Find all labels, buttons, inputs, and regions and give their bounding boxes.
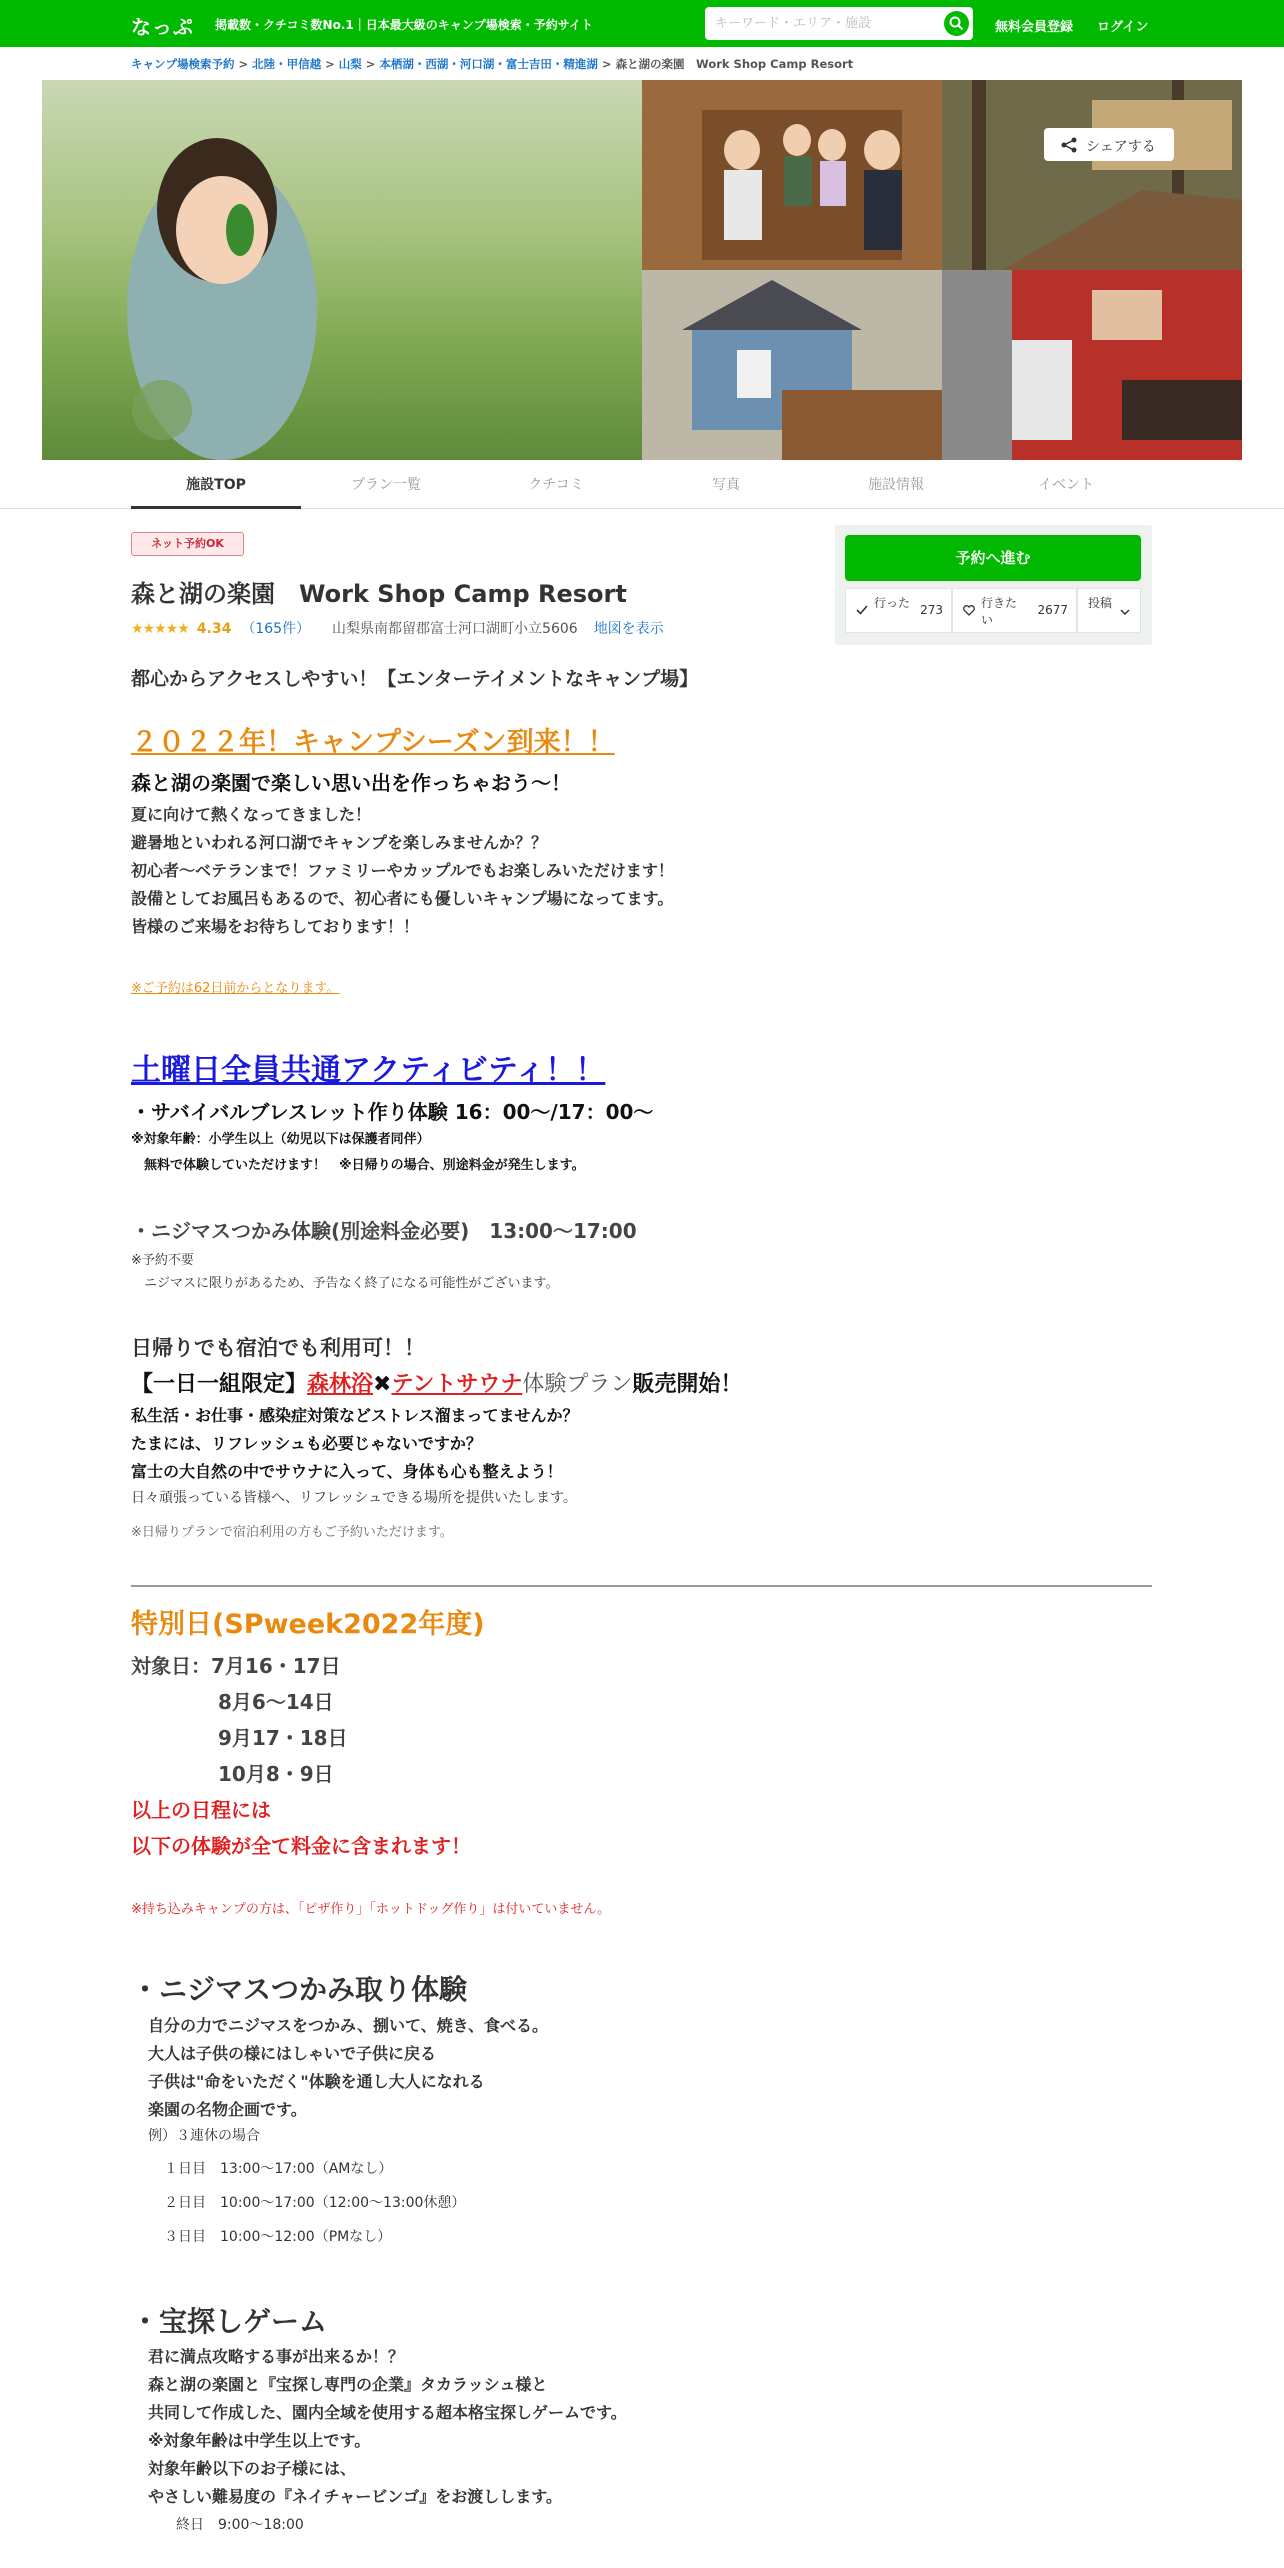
target-date: 9月17・18日	[218, 1726, 348, 1750]
search-input[interactable]	[715, 13, 935, 34]
tab-facility-info[interactable]: 施設情報	[868, 477, 924, 493]
review-count-link[interactable]: （165件）	[241, 621, 311, 637]
rating-row	[131, 618, 664, 638]
facility-tabs	[0, 461, 1284, 509]
book-button[interactable]: 予約へ進む	[845, 535, 1141, 581]
facility-address: 山梨県南都留郡富士河口湖町小立5606	[332, 621, 578, 637]
trout-line: 楽園の名物企画です。	[148, 2100, 307, 2119]
tab-facility-top[interactable]: 施設TOP	[131, 461, 301, 509]
share-button[interactable]	[1044, 128, 1174, 161]
trout-line: 自分の力でニジマスをつかみ、捌いて、焼き、食べる。	[148, 2016, 549, 2035]
photo-illustration	[942, 80, 1242, 270]
chevron-down-icon	[1120, 609, 1130, 615]
dayuse-note: ※日帰りプランで宿泊利用の方もご予約いただけます。	[131, 1525, 453, 1540]
breadcrumb-item[interactable]: キャンプ場検索予約	[131, 57, 235, 71]
example-label: 例）３連休の場合	[148, 2128, 260, 2144]
schedule-line: １日目 13:00～17:00（AMなし）	[164, 2161, 393, 2177]
photo-illustration	[42, 80, 642, 460]
breadcrumb: キャンプ場検索予約 > 北陸・甲信越 > 山梨 > 本栖湖・西湖・河口湖・富士吉田・精進湖 > 森と湖の楽園 Work Shop Camp Resort	[131, 57, 854, 71]
main-photo-girl-with-leaf[interactable]	[42, 80, 642, 460]
bring-note: ※持ち込みキャンプの方は、「ピザ作り」「ホットドッグ作り」は付いていません。	[131, 1902, 611, 1917]
activity2-title: ・ニジマスつかみ体験(別途料金必要) 13:00～17:00	[131, 1219, 637, 1243]
treasure-line: 共同して作成した、園内全域を使用する超本格宝探しゲームです。	[148, 2403, 627, 2422]
photo-illustration	[642, 80, 942, 270]
map-link[interactable]: 地図を表示	[593, 621, 664, 637]
trout-heading: ・ニジマスつかみ取り体験	[131, 1973, 468, 2006]
heart-icon	[963, 605, 975, 616]
activity1-note: 無料で体験していただけます！ ※日帰りの場合、別途料金が発生します。	[131, 1158, 585, 1173]
rating-score: 4.34	[196, 621, 232, 637]
photo-family-cabin[interactable]	[642, 80, 942, 270]
want-button[interactable]: 行きたい 2677	[952, 588, 1077, 633]
treasure-line: 森と湖の楽園と『宝探し専門の企業』タカラッシュ様と	[148, 2375, 548, 2394]
treasure-time: 終日 9:00～18:00	[176, 2517, 304, 2533]
photo-forest-deck[interactable]	[942, 80, 1242, 270]
site-header	[0, 0, 1284, 47]
breadcrumb-item[interactable]: 北陸・甲信越	[252, 57, 322, 71]
activity-heading: 土曜日全員共通アクティビティ！！	[131, 1053, 606, 1088]
tab-events[interactable]: イベント	[1038, 477, 1094, 493]
photo-blue-cabin[interactable]	[642, 270, 942, 460]
want-count: 2677	[1037, 603, 1068, 617]
activity1-note: ※対象年齢：小学生以上（幼児以下は保護者同伴）	[131, 1132, 430, 1147]
went-button[interactable]: 行った 273	[845, 588, 952, 633]
trout-line: 子供は"命をいただく"体験を通し大人になれる	[148, 2072, 485, 2091]
treasure-line: 君に満点攻略する事が出来るか！？	[148, 2347, 405, 2366]
login-link[interactable]: ログイン	[1097, 20, 1149, 35]
dayuse-line: 日帰りでも宿泊でも利用可！！	[131, 1336, 425, 1360]
stress-line: 富士の大自然の中でサウナに入って、身体も心も整えよう！	[131, 1462, 563, 1481]
rating-stars: ★★★★★	[131, 621, 189, 637]
season-heading: ２０２２年！キャンプシーズン到来！！	[131, 727, 615, 758]
intro-line: 避暑地といわれる河口湖でキャンプを楽しみませんか？？	[131, 833, 548, 852]
target-date: 10月8・9日	[218, 1762, 334, 1786]
went-count: 273	[920, 603, 943, 617]
site-tagline: 掲載数・クチコミ数No.1｜日本最大級のキャンプ場検索・予約サイト	[215, 18, 593, 32]
photo-cabin-interior[interactable]	[942, 270, 1242, 460]
target-date: 8月6～14日	[218, 1690, 334, 1714]
photo-illustration	[642, 270, 942, 460]
target-dates: 対象日：7月16・17日	[131, 1654, 341, 1678]
register-link[interactable]: 無料会員登録	[995, 20, 1074, 35]
tab-plans[interactable]: プラン一覧	[351, 477, 421, 493]
breadcrumb-item[interactable]: 本栖湖・西湖・河口湖・富士吉田・精進湖	[379, 57, 598, 71]
divider	[131, 1585, 1152, 1587]
catch-copy: 都心からアクセスしやすい！【エンターテイメントなキャンプ場】	[131, 668, 699, 690]
schedule-line: ３日目 10:00～12:00（PMなし）	[164, 2229, 392, 2245]
sauna-plan-line: 【一日一組限定】森林浴✖テントサウナ体験プラン販売開始！	[131, 1372, 743, 1397]
share-icon	[1060, 137, 1078, 153]
search-button[interactable]	[944, 11, 969, 36]
check-icon	[856, 605, 868, 615]
intro-line: 皆様のご来場をお待ちしております！！	[131, 917, 420, 936]
search-box	[705, 7, 973, 40]
reservation-note: ※ご予約は62日前からとなります。	[131, 981, 340, 996]
intro-line: 初心者～ベテランまで！ファミリーやカップルでもお楽しみいただけます！	[131, 861, 674, 880]
treasure-line: やさしい難易度の『ネイチャービンゴ』をお渡しします。	[148, 2487, 562, 2506]
schedule-line: ２日目 10:00～17:00（12:00～13:00休憩）	[164, 2195, 466, 2211]
booking-sidebar	[835, 525, 1152, 645]
site-logo[interactable]: なっぷ	[131, 15, 194, 39]
included-line: 以下の体験が全て料金に含まれます！	[131, 1834, 471, 1858]
special-heading: 特別日(SPweek2022年度)	[131, 1609, 485, 1640]
treasure-heading: ・宝探しゲーム	[131, 2305, 328, 2338]
net-booking-badge: ネット予約OK	[131, 532, 244, 556]
trout-line: 大人は子供の様にはしゃいで子供に戻る	[148, 2044, 437, 2063]
search-icon	[949, 16, 964, 31]
activity1-title: ・サバイバルブレスレット作り体験 16：00～/17：00～	[131, 1100, 654, 1124]
activity2-note: ※予約不要	[131, 1253, 194, 1268]
share-label: シェアする	[1086, 139, 1156, 155]
breadcrumb-current: 森と湖の楽園 Work Shop Camp Resort	[615, 57, 854, 71]
treasure-line: ※対象年齢は中学生以上です。	[148, 2431, 371, 2450]
breadcrumb-item[interactable]: 山梨	[338, 57, 362, 71]
treasure-line: 対象年齢以下のお子様には、	[148, 2459, 357, 2478]
stress-line: 私生活・お仕事・感染症対策などストレス溜まってませんか？	[131, 1406, 579, 1425]
subheading: 森と湖の楽園で楽しい思い出を作っちゃおう～！	[131, 771, 571, 795]
photo-illustration	[942, 270, 1242, 460]
stress-small: 日々頑張っている皆様へ、リフレッシュできる場所を提供いたします。	[131, 1490, 577, 1506]
intro-line: 設備としてお風呂もあるので、初心者にも優しいキャンプ場になってます。	[131, 889, 674, 908]
intro-line: 夏に向けて熱くなってきました！	[131, 805, 372, 824]
activity2-note: ニジマスに限りがあるため、予告なく終了になる可能性がございます。	[131, 1276, 559, 1291]
included-line: 以上の日程には	[131, 1798, 271, 1822]
tab-reviews[interactable]: クチコミ	[528, 477, 584, 493]
stress-line: たまには、リフレッシュも必要じゃないですか？	[131, 1434, 482, 1453]
tab-photos[interactable]: 写真	[712, 477, 740, 493]
post-dropdown[interactable]: 投稿	[1077, 588, 1141, 633]
facility-name: 森と湖の楽園 Work Shop Camp Resort	[131, 580, 627, 608]
